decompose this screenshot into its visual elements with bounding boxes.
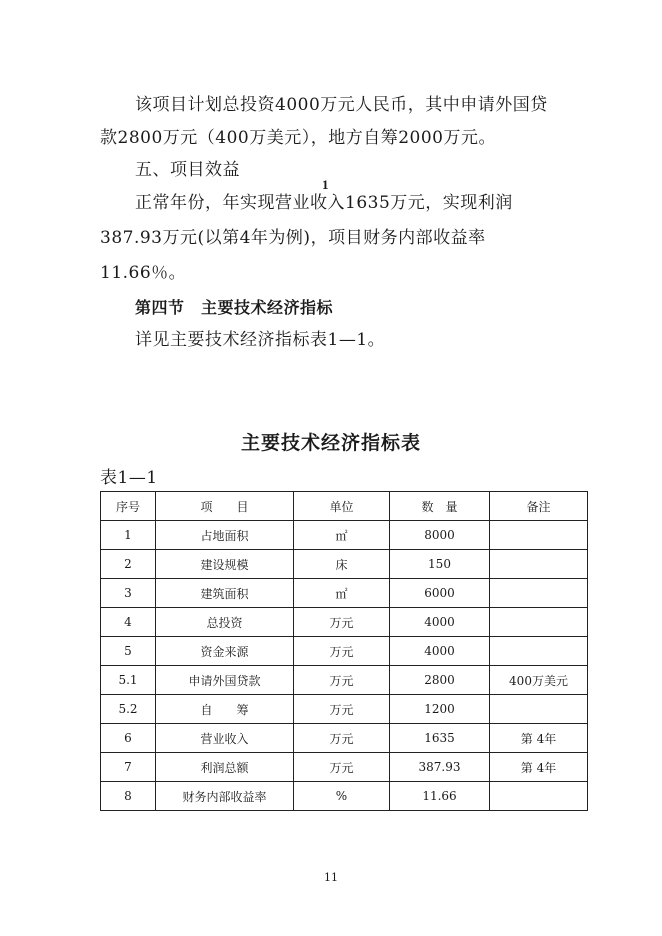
cell-quantity: 1200 — [390, 695, 490, 724]
cell-index: 5 — [101, 637, 156, 666]
cell-item: 占地面积 — [156, 521, 294, 550]
cell-quantity: 2800 — [390, 666, 490, 695]
cell-quantity: 4000 — [390, 637, 490, 666]
table-title: 主要技术经济指标表 — [240, 432, 421, 454]
indicators-table — [100, 491, 588, 811]
cell-quantity: 11.66 — [390, 782, 490, 811]
paragraph-investment-line-1: 该项目计划总投资4000万元人民币，其中申请外国贷 — [135, 95, 548, 115]
table-row — [101, 782, 588, 811]
cell-unit: 万元 — [294, 666, 390, 695]
cell-unit: 万元 — [294, 637, 390, 666]
cell-index: 7 — [101, 753, 156, 782]
table-label: 表1—1 — [100, 468, 158, 488]
paragraph-benefit-line-2: 387.93万元(以第4年为例)，项目财务内部收益率 — [100, 228, 486, 248]
cell-remark — [490, 608, 588, 637]
cell-index: 2 — [101, 550, 156, 579]
paragraph-investment-line-2: 款2800万元（400万美元），地方自筹2000万元。 — [100, 128, 496, 148]
cell-unit: 万元 — [294, 724, 390, 753]
cell-unit: % — [294, 782, 390, 811]
table-row — [101, 521, 588, 550]
header-unit: 单位 — [294, 492, 390, 521]
cell-index: 5.1 — [101, 666, 156, 695]
cell-quantity: 1635 — [390, 724, 490, 753]
header-index: 序号 — [101, 492, 156, 521]
header-remark: 备注 — [490, 492, 588, 521]
cell-item: 建筑面积 — [156, 579, 294, 608]
cell-quantity: 8000 — [390, 521, 490, 550]
cell-quantity: 387.93 — [390, 753, 490, 782]
cell-unit: 万元 — [294, 608, 390, 637]
cell-unit: 万元 — [294, 753, 390, 782]
cell-remark — [490, 550, 588, 579]
stray-mark: 1 — [322, 177, 329, 192]
cell-remark — [490, 782, 588, 811]
cell-quantity: 4000 — [390, 608, 490, 637]
paragraph-reference: 详见主要技术经济指标表1—1。 — [135, 330, 386, 350]
cell-unit: 床 — [294, 550, 390, 579]
cell-unit: ㎡ — [294, 521, 390, 550]
cell-item: 总投资 — [156, 608, 294, 637]
cell-item: 自 筹 — [156, 695, 294, 724]
table-row — [101, 695, 588, 724]
cell-item: 建设规模 — [156, 550, 294, 579]
cell-index: 5.2 — [101, 695, 156, 724]
table-row — [101, 666, 588, 695]
cell-remark — [490, 637, 588, 666]
cell-unit: 万元 — [294, 695, 390, 724]
cell-index: 8 — [101, 782, 156, 811]
cell-remark — [490, 521, 588, 550]
cell-remark: 第 4年 — [490, 724, 588, 753]
cell-item: 资金来源 — [156, 637, 294, 666]
table-row — [101, 637, 588, 666]
cell-item: 申请外国贷款 — [156, 666, 294, 695]
paragraph-benefit-line-3: 11.66％。 — [100, 263, 187, 283]
cell-item: 财务内部收益率 — [156, 782, 294, 811]
cell-remark — [490, 579, 588, 608]
cell-remark — [490, 695, 588, 724]
cell-item: 利润总额 — [156, 753, 294, 782]
cell-quantity: 150 — [390, 550, 490, 579]
cell-index: 6 — [101, 724, 156, 753]
table-row — [101, 579, 588, 608]
cell-remark: 400万美元 — [490, 666, 588, 695]
table-row — [101, 753, 588, 782]
cell-item: 营业收入 — [156, 724, 294, 753]
table-row — [101, 608, 588, 637]
paragraph-benefit-line-1: 正常年份，年实现营业收入1635万元，实现利润 — [135, 193, 513, 213]
cell-remark: 第 4年 — [490, 753, 588, 782]
header-quantity: 数 量 — [390, 492, 490, 521]
section-5-heading: 五、项目效益 — [135, 160, 240, 180]
cell-quantity: 6000 — [390, 579, 490, 608]
section-4-heading: 第四节 主要技术经济指标 — [135, 298, 334, 317]
cell-unit: ㎡ — [294, 579, 390, 608]
cell-index: 3 — [101, 579, 156, 608]
cell-index: 1 — [101, 521, 156, 550]
table-row — [101, 724, 588, 753]
page-number: 11 — [324, 871, 338, 884]
header-item: 项 目 — [156, 492, 294, 521]
table-header-row — [101, 492, 588, 521]
cell-index: 4 — [101, 608, 156, 637]
table-row — [101, 550, 588, 579]
